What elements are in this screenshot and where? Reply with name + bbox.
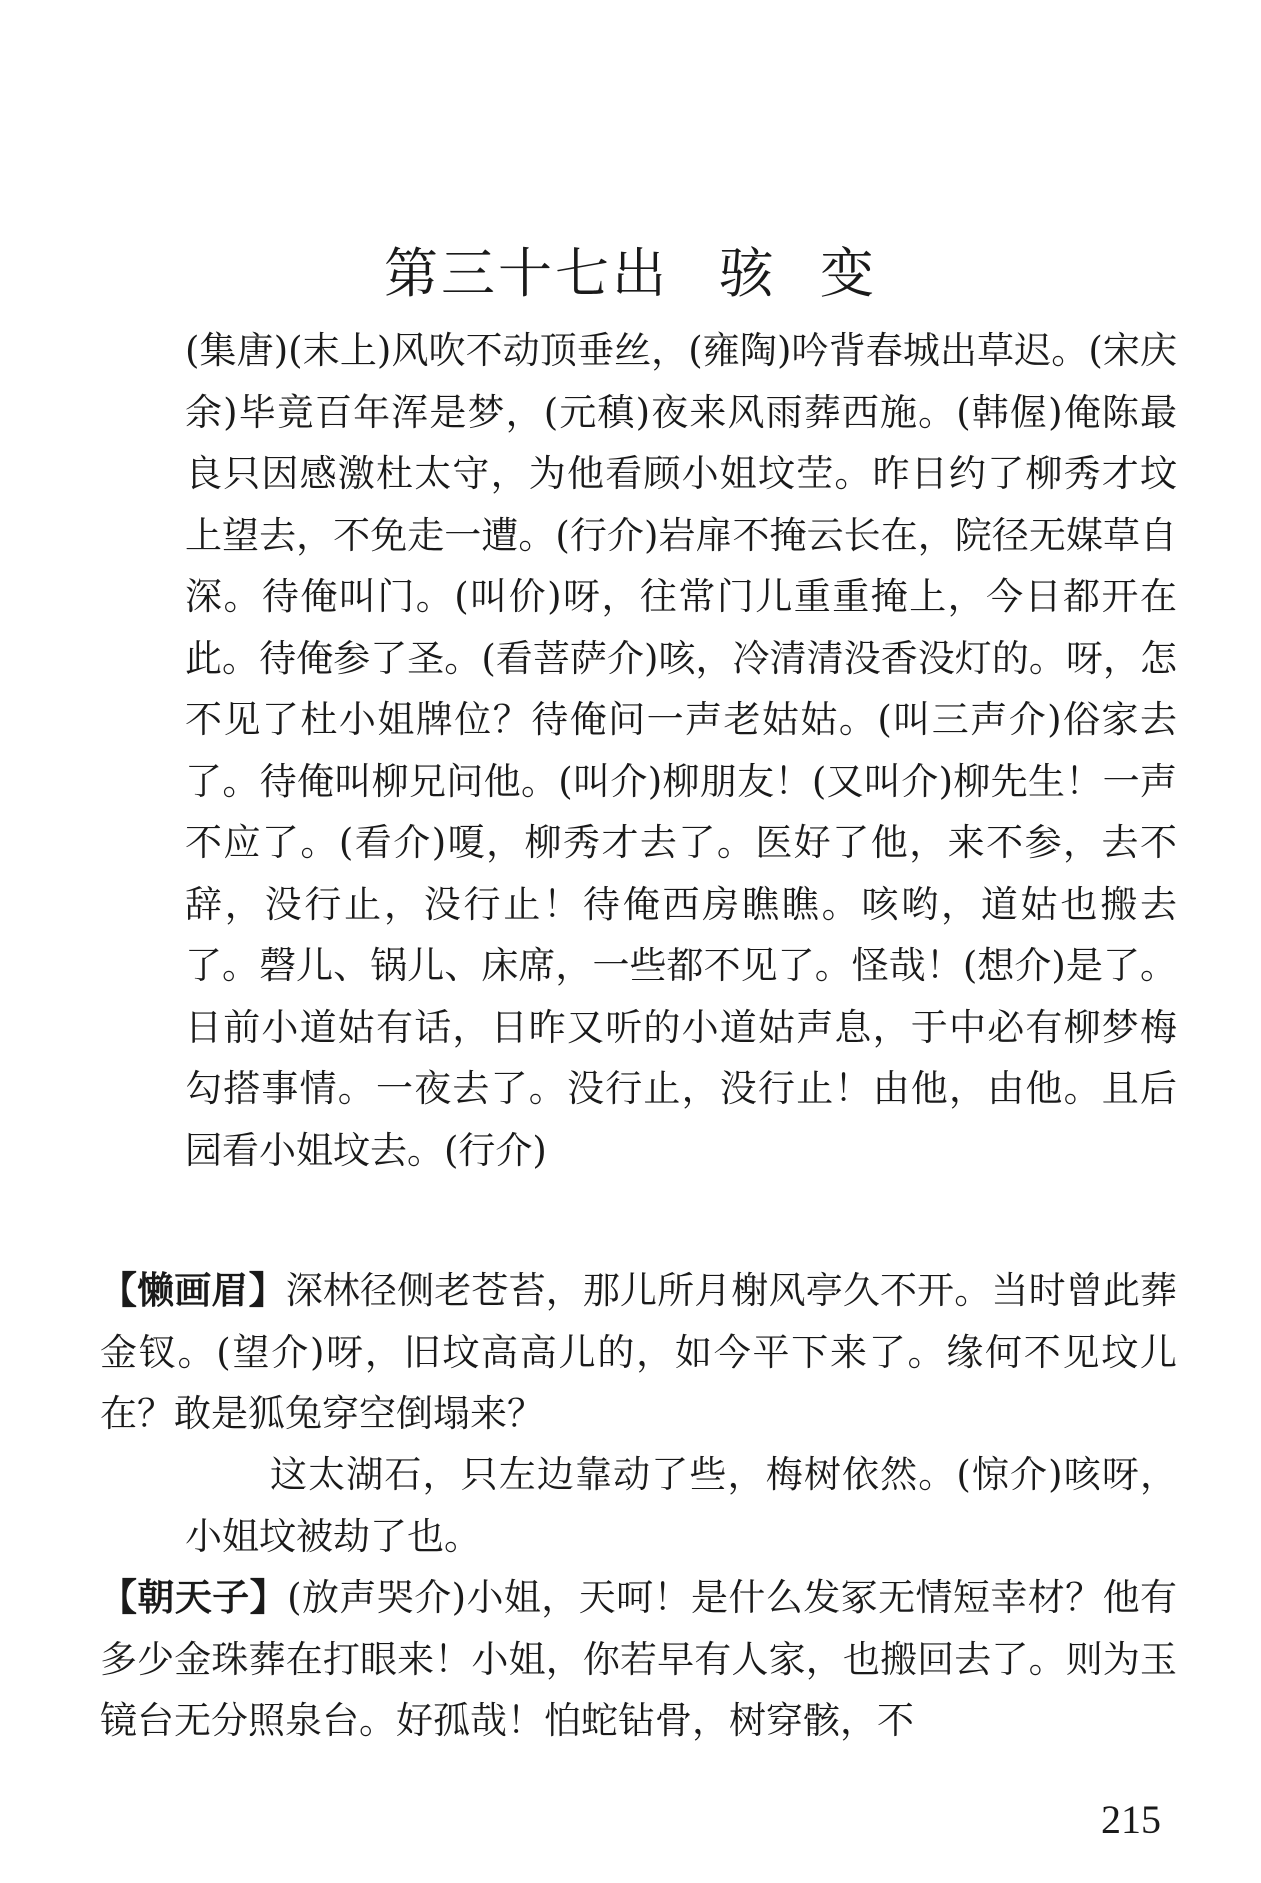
aria-lanhuamei-continuation: 这太湖石，只左边靠动了些，梅树依然。(惊介)咳呀，小姐坟被劫了也。 xyxy=(185,1453,1177,1558)
chapter-name-char-2: 变 xyxy=(820,242,877,306)
tune-name-lanhuamei: 【懒画眉】 xyxy=(100,1269,286,1312)
aria-lanhuamei xyxy=(100,1260,1177,1445)
page-number: 215 xyxy=(1101,1797,1161,1842)
chapter-title xyxy=(0,231,1261,308)
aria-lanhuamei-text: 深林径侧老苍苔，那儿所月榭风亭久不开。当时曾此葬金钗。(望介)呀，旧坟高高儿的，如今平下来了。缘何不见坟儿在？敢是狐兔穿空倒塌来？ xyxy=(100,1269,1178,1435)
chapter-number: 第三十七出 xyxy=(384,242,669,306)
aria-chaotianzi-text: (放声哭介)小姐，天呵！是什么发冢无情短幸材？他有多少金珠葬在打眼来！小姐，你若早有人家，也搬回去了。则为玉镜台无分照泉台。好孤哉！怕蛇钻骨，树穿骸，不 xyxy=(100,1576,1177,1742)
opening-passage: (集唐)(末上)风吹不动顶垂丝，(雍陶)吟背春城出草迟。(宋庆余)毕竟百年浑是梦，(元稹)夜来风雨葬西施。(韩偓)俺陈最良只因感激杜太守，为他看顾小姐坟茔。昨日约了柳秀才坟上望去，不免走一遭。(行介)岩扉不掩云长在，院径无媒草自深。待俺叫门。(叫价)呀，往常门儿重重掩上，今日都开在此。待俺参了圣。(看菩萨介)咳，冷清清没香没灯的。呀，怎不见了杜小姐牌位？待俺问一声老姑姑。(叫三声介)俗家去了。待俺叫柳兄问他。(叫介)柳朋友！(又叫介)柳先生！一声不应了。(看介)嗄，柳秀才去了。医好了他，来不参，去不辞，没行止，没行止！待俺西房瞧瞧。咳哟，道姑也搬去了。磬儿、锅儿、床席，一些都不见了。怪哉！(想介)是了。日前小道姑有话，日昨又听的小道姑声息，于中必有柳梦梅勾搭事情。一夜去了。没行止，没行止！由他，由他。且后园看小姐坟去。(行介) xyxy=(185,329,1177,1172)
chapter-name-char-1: 骇 xyxy=(719,242,776,306)
tune-name-chaotianzi: 【朝天子】 xyxy=(100,1576,288,1619)
aria-chaotianzi xyxy=(100,1567,1177,1752)
